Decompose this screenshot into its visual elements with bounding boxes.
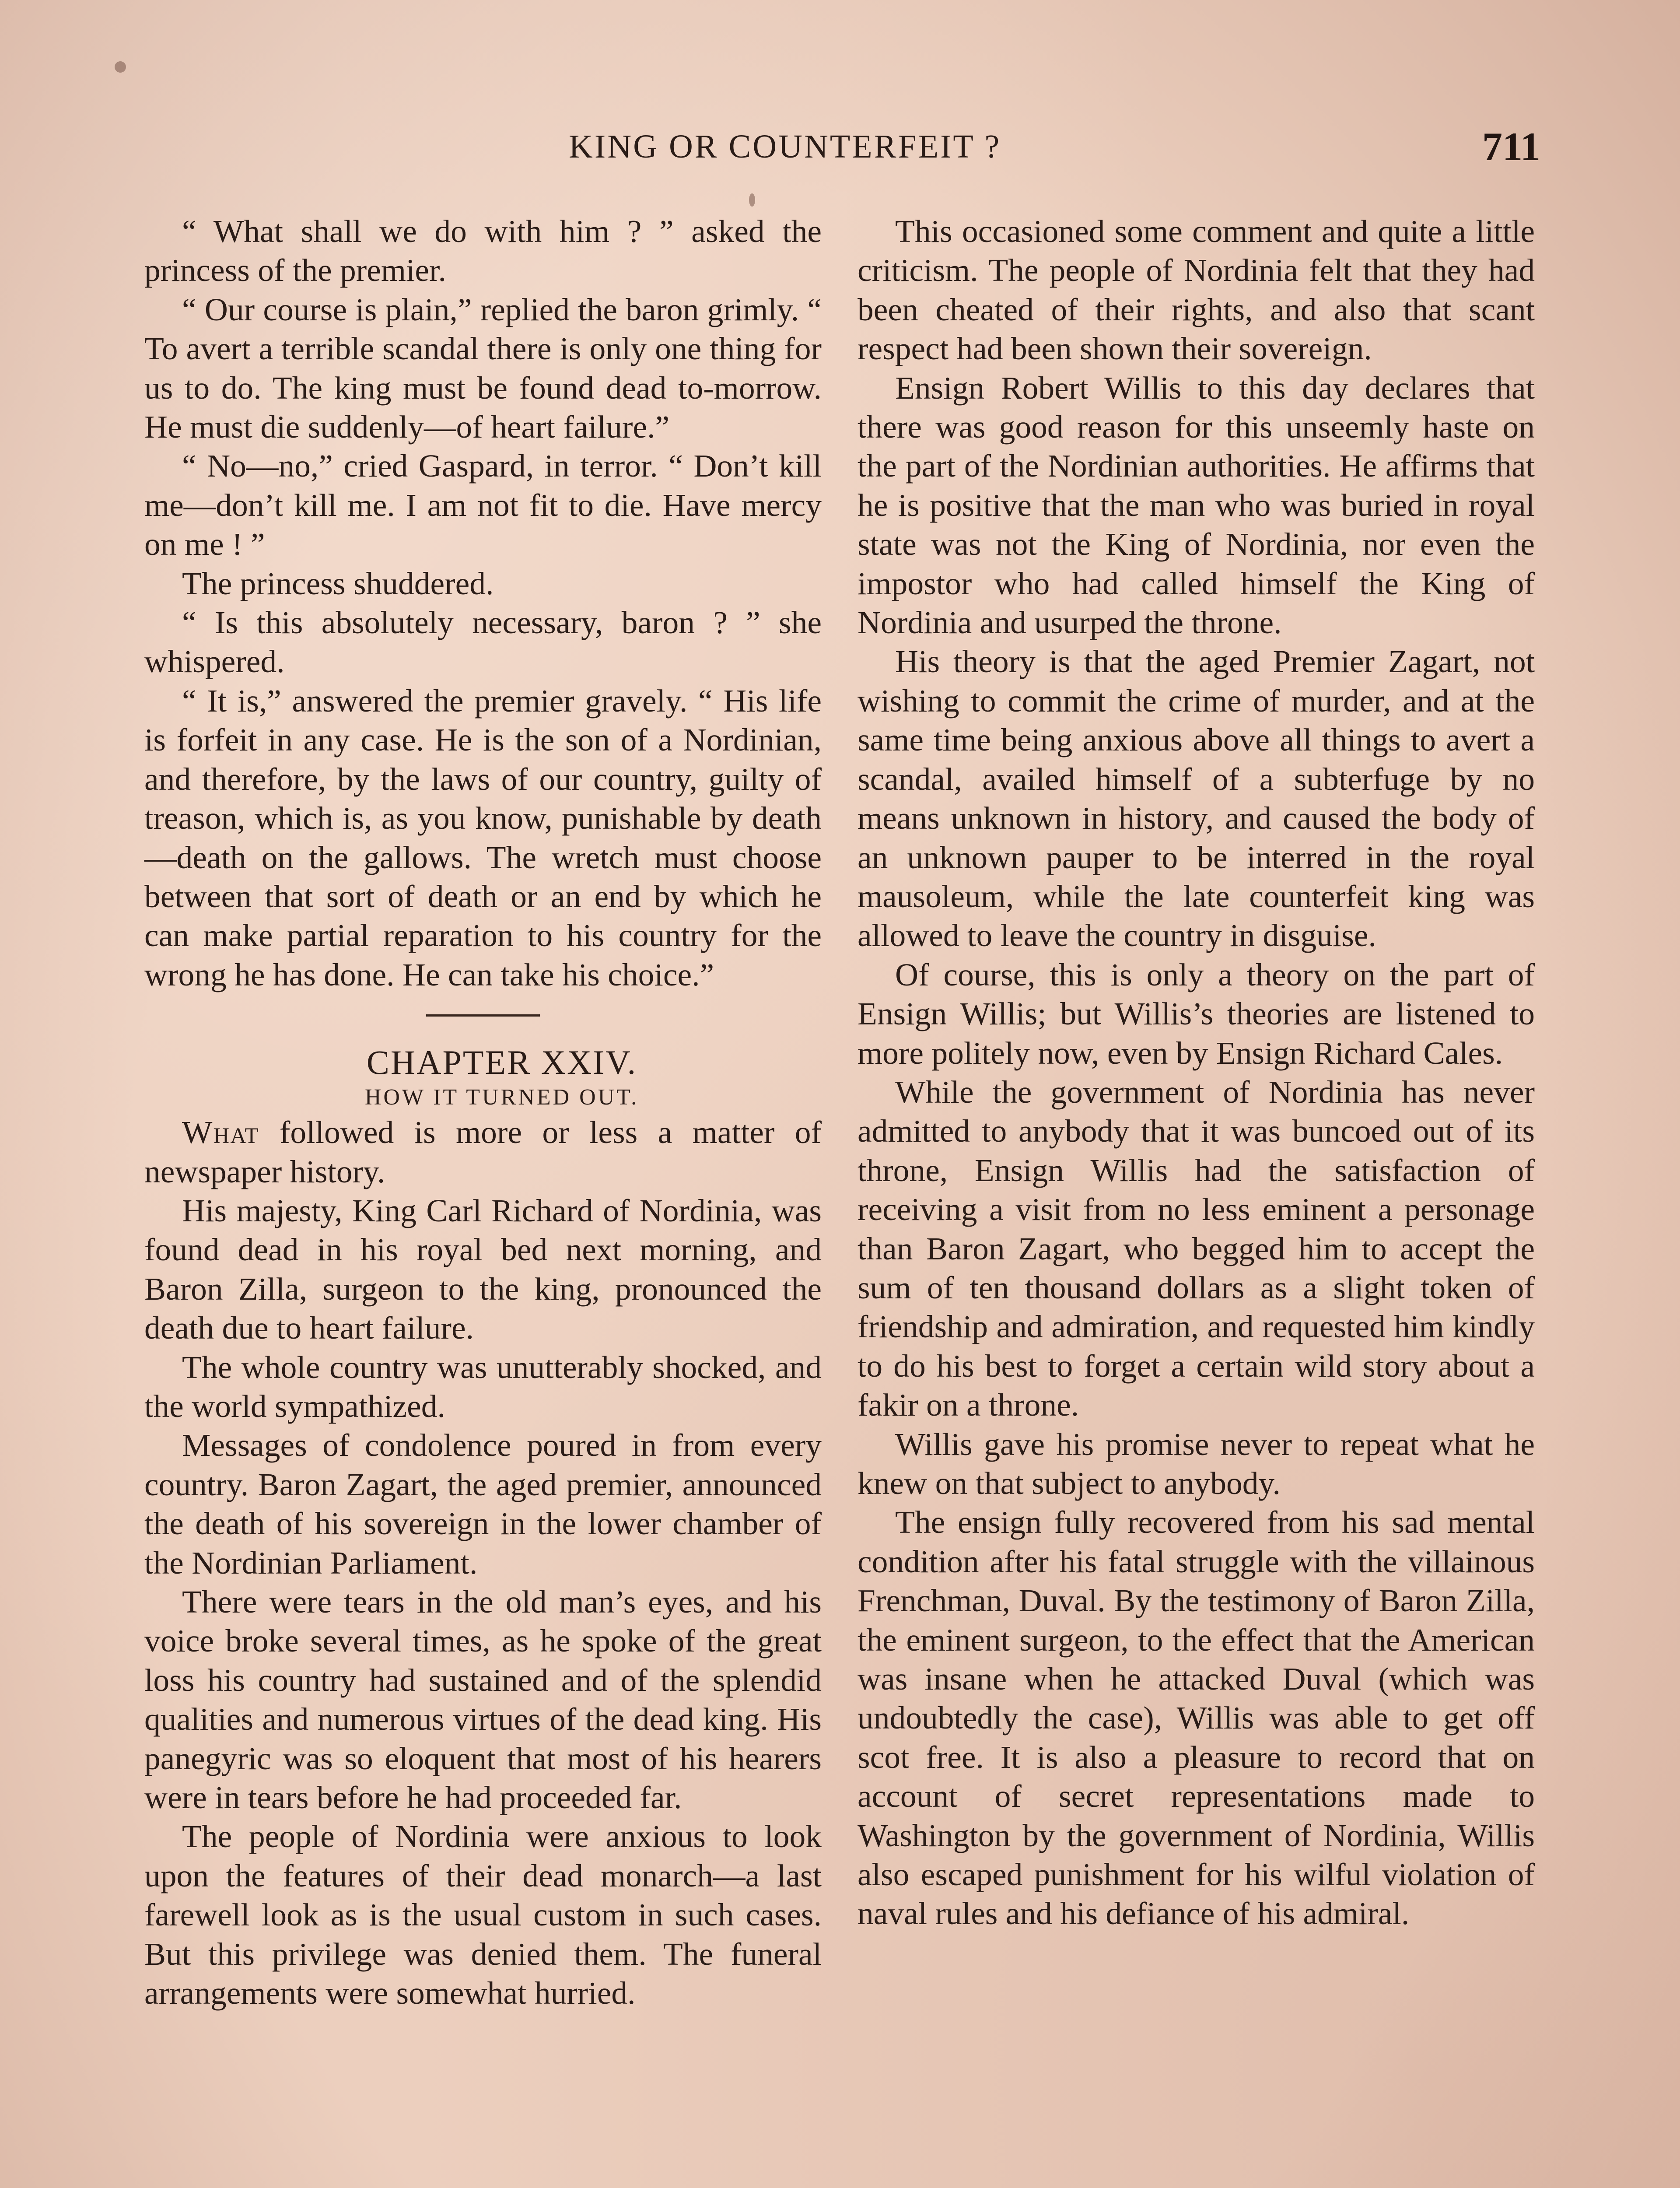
running-title: KING OR COUNTERFEIT ? (569, 128, 1001, 165)
paragraph: “ No—no,” cried Gaspard, in terror. “ Don’t kill me—don’t kill me. I am not fit to die. Have mercy on me ! ” (144, 448, 822, 562)
paragraph: The whole country was unutterably shocked, and the world sympathized. (144, 1349, 822, 1424)
left-column (144, 212, 822, 2013)
chapter-subtitle: HOW IT TURNED OUT. (364, 1085, 639, 1110)
paragraph: “ It is,” answered the premier gravely. “ His life is forfeit in any case. He is the son of a Nordinian, and therefore, by the laws of our country, guilty of treason, which is, as you know, punishable by death—death on the gallows. The wretch must choose between that sort of death or an end by which he can make partial reparation to his country for the wrong he has done. He can take his choice.” (144, 683, 822, 992)
paragraph: Of course, this is only a theory on the part of Ensign Willis; but Willis’s theories are listened to more politely now, even by Ensign Richard Cales. (858, 957, 1535, 1071)
paragraph: The people of Nordinia were anxious to look upon the features of their dead monarch—a last farewell look as is the usual custom in such cases. But this privilege was denied them. The funeral arrangements were somewhat hurried. (144, 1819, 822, 2011)
section-divider (426, 1014, 540, 1017)
paragraph: The princess shuddered. (182, 565, 494, 601)
paper-speck (115, 61, 126, 73)
chapter-title: CHAPTER XXIV. (366, 1043, 637, 1082)
paragraph: The ensign fully recovered from his sad mental condition after his fatal struggle with the villainous Frenchman, Duval. By the testimony of Baron Zilla, the eminent surgeon, to the effect that the American was insane when he attacked Duval (which was undoubtedly the case), Willis was able to get off scot free. It is also a pleasure to record that on account of secret representations made to Washington by the government of Nordinia, Willis also escaped punishment for his wilful violation of naval rules and his defiance of his admiral. (858, 1504, 1535, 1932)
chapter-opening-paragraph (144, 1113, 822, 1191)
paragraph: Messages of condolence poured in from every country. Baron Zagart, the aged premier, announced the death of his sovereign in the lower chamber of the Nordinian Parliament. (144, 1427, 822, 1581)
paragraph: “ Our course is plain,” replied the baron grimly. “ To avert a terrible scandal there is only one thing for us to do. The king must be found dead to-morrow. He must die suddenly—of heart failure.” (144, 291, 822, 445)
paragraph: His majesty, King Carl Richard of Nordinia, was found dead in his royal bed next morning, and Baron Zilla, surgeon to the king, pronounced the death due to heart failure. (144, 1192, 822, 1346)
paragraph: “ Is this absolutely necessary, baron ? ” she whispered. (144, 605, 822, 680)
opening-text: followed is more or less a matter of newspaper history. (144, 1115, 822, 1189)
opening-word: What (182, 1115, 259, 1150)
paragraph: Ensign Robert Willis to this day declares that there was good reason for this unseemly haste on the part of the Nordinian authorities. He affirms that he is positive that the man who was buried in royal state was not the King of Nordinia, nor even the impostor who had called himself the King of Nordinia and usurped the throne. (858, 370, 1535, 641)
paragraph: “ What shall we do with him ? ” asked the princess of the premier. (144, 214, 822, 288)
page-number: 711 (1482, 124, 1540, 169)
paper-speck (749, 193, 755, 207)
paragraph: His theory is that the aged Premier Zagart, not wishing to commit the crime of murder, and at the same time being anxious above all things to avert a scandal, availed himself of a subterfuge by no means unknown in history, and caused the body of an unknown pauper to be interred in the royal mausoleum, while the late counterfeit king was allowed to leave the country in disguise. (858, 644, 1535, 954)
paragraph: While the government of Nordinia has never admitted to anybody that it was buncoed out of its throne, Ensign Willis had the satisfaction of receiving a visit from no less eminent a personage than Baron Zagart, who begged him to accept the sum of ten thousand dollars as a slight token of friendship and admiration, and requested him kindly to do his best to forget a certain wild story about a fakir on a throne. (858, 1074, 1535, 1423)
right-column (858, 212, 1535, 1933)
paragraph: This occasioned some comment and quite a little criticism. The people of Nordinia felt that they had been cheated of their rights, and also that scant respect had been shown their sovereign. (858, 214, 1535, 367)
paragraph: Willis gave his promise never to repeat what he knew on that subject to anybody. (858, 1426, 1535, 1501)
paragraph: There were tears in the old man’s eyes, and his voice broke several times, as he spoke of the great loss his country had sustained and of the splendid qualities and numerous virtues of the dead king. His panegyric was so eloquent that most of his hearers were in tears before he had proceeded far. (144, 1584, 822, 1816)
